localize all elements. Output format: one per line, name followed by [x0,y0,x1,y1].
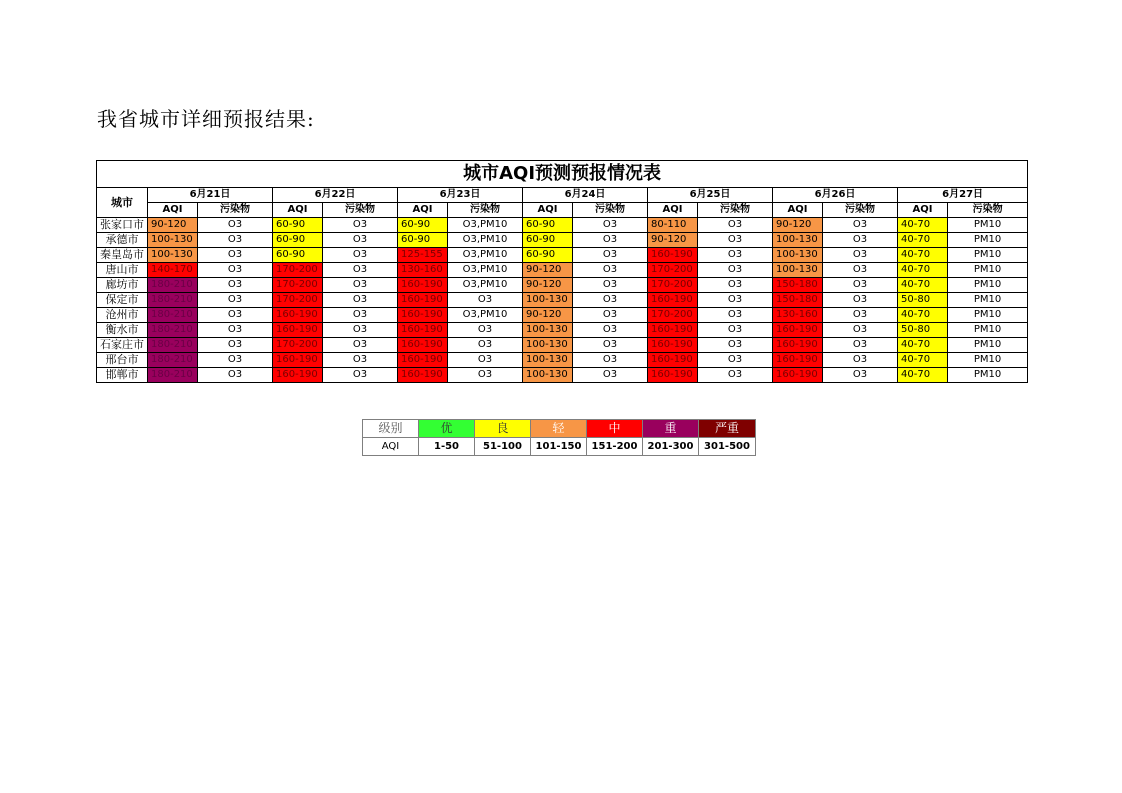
aqi-value-cell: 40-70 [898,338,948,353]
aqi-value-cell: 40-70 [898,308,948,323]
aqi-column-header: AQI [898,203,948,218]
aqi-value-cell: 60-90 [523,218,573,233]
city-name: 沧州市 [97,308,148,323]
aqi-value-cell: 100-130 [523,323,573,338]
aqi-value-cell: 50-80 [898,293,948,308]
pollutant-cell: O3 [573,263,648,278]
table-row [97,368,1028,383]
pollutant-cell: O3 [573,248,648,263]
legend-level-label: 级别 [363,420,419,438]
pollutant-cell: O3 [698,248,773,263]
city-name: 张家口市 [97,218,148,233]
pollutant-cell: O3 [823,353,898,368]
aqi-value-cell: 160-190 [398,278,448,293]
pollutant-cell: O3,PM10 [448,248,523,263]
pollutant-column-header: 污染物 [573,203,648,218]
pollutant-cell: O3 [573,218,648,233]
aqi-value-cell: 160-190 [648,338,698,353]
aqi-value-cell: 160-190 [398,338,448,353]
pollutant-cell: O3 [448,353,523,368]
aqi-value-cell: 160-190 [648,368,698,383]
pollutant-column-header: 污染物 [448,203,523,218]
aqi-value-cell: 90-120 [523,308,573,323]
pollutant-cell: O3 [698,308,773,323]
pollutant-cell: O3 [573,368,648,383]
aqi-value-cell: 160-190 [273,368,323,383]
pollutant-column-header: 污染物 [198,203,273,218]
legend-level-name: 优 [419,420,475,438]
aqi-value-cell: 160-190 [398,308,448,323]
aqi-value-cell: 90-120 [523,278,573,293]
pollutant-cell: O3 [573,233,648,248]
aqi-value-cell: 60-90 [273,218,323,233]
pollutant-cell: O3 [198,263,273,278]
pollutant-cell: O3 [323,218,398,233]
pollutant-cell: O3 [823,338,898,353]
aqi-value-cell: 160-190 [648,248,698,263]
pollutant-cell: O3 [698,263,773,278]
legend-level-range: 1-50 [419,438,475,456]
aqi-value-cell: 160-190 [648,293,698,308]
pollutant-cell: O3 [198,323,273,338]
table-body [97,218,1028,383]
aqi-level-legend [362,419,756,456]
legend-level-name: 重 [643,420,699,438]
pollutant-cell: O3 [323,368,398,383]
aqi-column-header: AQI [148,203,198,218]
pollutant-cell: PM10 [948,218,1028,233]
pollutant-cell: O3 [698,233,773,248]
pollutant-cell: PM10 [948,293,1028,308]
pollutant-cell: O3,PM10 [448,308,523,323]
legend-level-range: 151-200 [587,438,643,456]
table-row [97,248,1028,263]
legend-level-name: 中 [587,420,643,438]
aqi-value-cell: 170-200 [273,278,323,293]
aqi-value-cell: 170-200 [273,263,323,278]
aqi-value-cell: 170-200 [648,263,698,278]
pollutant-cell: O3 [198,278,273,293]
aqi-value-cell: 100-130 [148,233,198,248]
aqi-value-cell: 60-90 [398,233,448,248]
aqi-value-cell: 100-130 [523,338,573,353]
pollutant-cell: O3 [198,368,273,383]
aqi-column-header: AQI [273,203,323,218]
pollutant-cell: O3 [323,263,398,278]
table-row [97,338,1028,353]
aqi-value-cell: 60-90 [398,218,448,233]
legend-level-range: 51-100 [475,438,531,456]
legend-level-name: 良 [475,420,531,438]
aqi-value-cell: 160-190 [273,323,323,338]
pollutant-cell: O3 [323,293,398,308]
pollutant-cell: O3 [823,218,898,233]
pollutant-cell: O3 [698,293,773,308]
pollutant-cell: O3 [448,368,523,383]
pollutant-cell: O3 [198,338,273,353]
aqi-forecast-table [96,160,1028,383]
table-title: 城市AQI预测预报情况表 [97,161,1028,188]
date-header: 6月23日 [398,188,523,203]
aqi-column-header: AQI [523,203,573,218]
aqi-value-cell: 160-190 [773,323,823,338]
pollutant-column-header: 污染物 [323,203,398,218]
city-column-header: 城市 [97,188,148,218]
pollutant-cell: O3 [198,233,273,248]
pollutant-cell: O3 [698,323,773,338]
pollutant-cell: PM10 [948,338,1028,353]
pollutant-cell: O3 [198,353,273,368]
aqi-value-cell: 160-190 [273,308,323,323]
aqi-value-cell: 90-120 [648,233,698,248]
page-heading: 我省城市详细预报结果: [97,107,315,131]
pollutant-cell: O3 [198,218,273,233]
date-header: 6月21日 [148,188,273,203]
pollutant-cell: O3 [323,248,398,263]
aqi-value-cell: 180-210 [148,278,198,293]
legend-level-range: 201-300 [643,438,699,456]
aqi-value-cell: 40-70 [898,278,948,293]
table-row [97,293,1028,308]
aqi-value-cell: 140-170 [148,263,198,278]
aqi-value-cell: 130-160 [773,308,823,323]
aqi-value-cell: 60-90 [273,248,323,263]
pollutant-cell: O3 [323,338,398,353]
aqi-value-cell: 160-190 [773,368,823,383]
table-row [97,353,1028,368]
pollutant-cell: O3 [573,323,648,338]
aqi-value-cell: 40-70 [898,248,948,263]
city-name: 秦皇岛市 [97,248,148,263]
aqi-value-cell: 170-200 [273,293,323,308]
legend-level-range: 301-500 [699,438,756,456]
aqi-value-cell: 90-120 [148,218,198,233]
pollutant-cell: O3 [823,293,898,308]
pollutant-cell: O3 [698,338,773,353]
pollutant-cell: O3 [323,278,398,293]
aqi-value-cell: 125-155 [398,248,448,263]
aqi-value-cell: 160-190 [273,353,323,368]
aqi-value-cell: 80-110 [648,218,698,233]
date-header: 6月22日 [273,188,398,203]
aqi-value-cell: 160-190 [773,353,823,368]
aqi-value-cell: 100-130 [773,233,823,248]
pollutant-cell: O3 [573,278,648,293]
pollutant-cell: O3 [823,278,898,293]
aqi-value-cell: 60-90 [523,233,573,248]
aqi-value-cell: 160-190 [398,353,448,368]
aqi-column-header: AQI [648,203,698,218]
aqi-value-cell: 180-210 [148,338,198,353]
date-header: 6月27日 [898,188,1028,203]
aqi-value-cell: 180-210 [148,323,198,338]
pollutant-cell: O3 [323,308,398,323]
aqi-value-cell: 90-120 [773,218,823,233]
aqi-value-cell: 150-180 [773,293,823,308]
pollutant-cell: O3 [573,338,648,353]
aqi-value-cell: 100-130 [773,248,823,263]
aqi-value-cell: 50-80 [898,323,948,338]
city-name: 唐山市 [97,263,148,278]
aqi-value-cell: 160-190 [773,338,823,353]
pollutant-cell: O3 [198,248,273,263]
legend-level-range: 101-150 [531,438,587,456]
aqi-value-cell: 160-190 [648,323,698,338]
pollutant-cell: O3 [823,308,898,323]
pollutant-cell: O3 [698,278,773,293]
pollutant-cell: PM10 [948,233,1028,248]
aqi-value-cell: 170-200 [648,308,698,323]
pollutant-column-header: 污染物 [698,203,773,218]
table-row [97,278,1028,293]
table-row [97,263,1028,278]
pollutant-column-header: 污染物 [948,203,1028,218]
pollutant-cell: O3 [698,368,773,383]
aqi-value-cell: 100-130 [523,293,573,308]
pollutant-cell: O3 [323,233,398,248]
legend-level-name: 轻 [531,420,587,438]
table-row [97,308,1028,323]
table-row [97,323,1028,338]
pollutant-cell: PM10 [948,308,1028,323]
pollutant-cell: O3 [573,353,648,368]
date-header: 6月25日 [648,188,773,203]
pollutant-cell: O3 [698,353,773,368]
aqi-value-cell: 170-200 [273,338,323,353]
aqi-value-cell: 150-180 [773,278,823,293]
aqi-value-cell: 40-70 [898,368,948,383]
pollutant-cell: O3 [323,353,398,368]
aqi-value-cell: 100-130 [523,368,573,383]
pollutant-cell: O3 [448,293,523,308]
aqi-value-cell: 180-210 [148,368,198,383]
pollutant-cell: O3 [323,323,398,338]
legend-range-row [363,438,756,456]
aqi-value-cell: 160-190 [648,353,698,368]
pollutant-cell: O3,PM10 [448,233,523,248]
pollutant-cell: O3 [823,263,898,278]
aqi-value-cell: 40-70 [898,353,948,368]
aqi-value-cell: 100-130 [148,248,198,263]
city-name: 邢台市 [97,353,148,368]
aqi-value-cell: 40-70 [898,233,948,248]
aqi-value-cell: 160-190 [398,293,448,308]
pollutant-cell: O3 [823,233,898,248]
aqi-column-header: AQI [398,203,448,218]
aqi-value-cell: 180-210 [148,293,198,308]
pollutant-cell: O3 [823,248,898,263]
pollutant-cell: O3 [823,368,898,383]
city-name: 邯郸市 [97,368,148,383]
aqi-value-cell: 160-190 [398,323,448,338]
pollutant-column-header: 污染物 [823,203,898,218]
pollutant-cell: O3 [823,323,898,338]
aqi-value-cell: 40-70 [898,263,948,278]
city-name: 保定市 [97,293,148,308]
pollutant-cell: O3,PM10 [448,218,523,233]
pollutant-cell: O3 [448,323,523,338]
table-row [97,233,1028,248]
pollutant-cell: PM10 [948,248,1028,263]
aqi-value-cell: 180-210 [148,353,198,368]
city-name: 衡水市 [97,323,148,338]
legend-aqi-label: AQI [363,438,419,456]
aqi-value-cell: 90-120 [523,263,573,278]
aqi-value-cell: 60-90 [523,248,573,263]
aqi-value-cell: 160-190 [398,368,448,383]
pollutant-cell: PM10 [948,263,1028,278]
aqi-value-cell: 100-130 [773,263,823,278]
pollutant-cell: O3 [573,308,648,323]
pollutant-cell: PM10 [948,323,1028,338]
aqi-value-cell: 60-90 [273,233,323,248]
sub-header-row [97,203,1028,218]
city-name: 石家庄市 [97,338,148,353]
aqi-value-cell: 40-70 [898,218,948,233]
pollutant-cell: O3 [198,308,273,323]
aqi-value-cell: 130-160 [398,263,448,278]
pollutant-cell: PM10 [948,278,1028,293]
date-header: 6月26日 [773,188,898,203]
legend-level-name: 严重 [699,420,756,438]
pollutant-cell: PM10 [948,353,1028,368]
pollutant-cell: PM10 [948,368,1028,383]
aqi-column-header: AQI [773,203,823,218]
pollutant-cell: O3,PM10 [448,263,523,278]
pollutant-cell: O3 [448,338,523,353]
city-name: 承德市 [97,233,148,248]
date-header-row [97,188,1028,203]
pollutant-cell: O3 [698,218,773,233]
legend-level-row [363,420,756,438]
pollutant-cell: O3 [198,293,273,308]
city-name: 廊坊市 [97,278,148,293]
pollutant-cell: O3 [573,293,648,308]
aqi-value-cell: 100-130 [523,353,573,368]
pollutant-cell: O3,PM10 [448,278,523,293]
aqi-value-cell: 180-210 [148,308,198,323]
aqi-value-cell: 170-200 [648,278,698,293]
date-header: 6月24日 [523,188,648,203]
table-row [97,218,1028,233]
